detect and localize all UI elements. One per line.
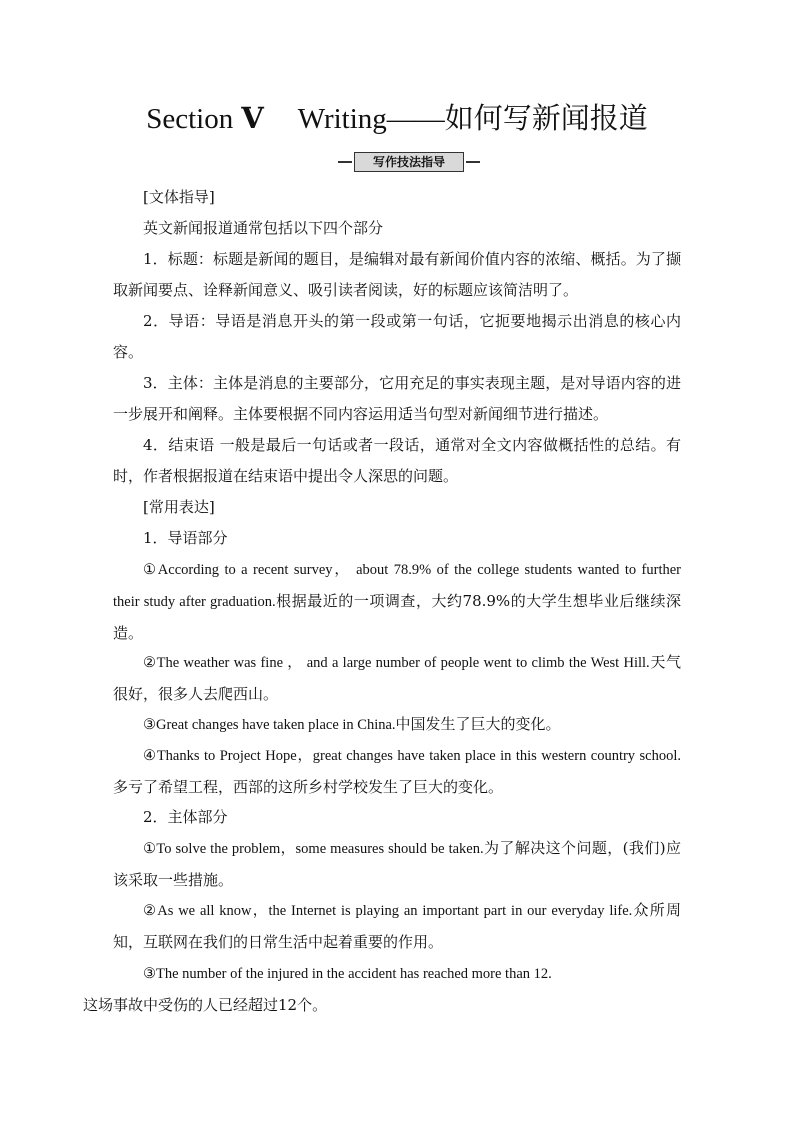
example-chinese: 根据最近的一项调查，大约78.9%的大学生想毕业后继续深造。 — [113, 592, 682, 642]
page-title — [0, 96, 794, 137]
example-english: ③The number of the injured in the accident has reached more than 12. — [143, 966, 552, 982]
example-chinese: 中国发生了巨大的变化。 — [395, 715, 561, 733]
example-english: ②As we all know，the Internet is playing an important part in our everyday life. — [143, 903, 633, 919]
banner-left-rule — [338, 161, 352, 163]
title-section: Section — [146, 103, 234, 135]
title-rest: Writing——如何写新闻报道 — [297, 103, 648, 135]
example-english: ④Thanks to Project Hope，great changes have taken place in this western country school. — [143, 748, 681, 764]
lead-example — [113, 554, 681, 649]
lead-example — [113, 740, 681, 803]
banner-label: 写作技法指导 — [354, 152, 464, 172]
part-title: 1．标题：标题是新闻的题目，是编辑对最有新闻价值内容的浓缩、概括。为了撷取新闻要点、诠释新闻意义、吸引读者阅读，好的标题应该简洁明了。 — [113, 250, 681, 299]
example-english: ②The weather was fine ， and a large number of people went to climb the West Hill. — [143, 655, 650, 671]
body-example — [83, 958, 681, 1021]
genre-heading: [文体指导] — [143, 188, 215, 206]
lead-heading: 1．导语部分 — [143, 529, 228, 547]
example-english: ①To solve the problem，some measures should be taken. — [143, 841, 484, 857]
body-heading: 2．主体部分 — [143, 808, 228, 826]
body-example — [113, 895, 681, 958]
example-chinese: 多亏了希望工程，西部的这所乡村学校发生了巨大的变化。 — [113, 778, 504, 796]
section-banner — [338, 152, 480, 172]
body-example — [113, 833, 681, 896]
example-chinese: 天气很好，很多人去爬西山。 — [113, 653, 681, 703]
lead-example — [113, 709, 681, 741]
part-ending: 4．结束语 一般是最后一句话或者一段话，通常对全文内容做概括性的总结。有时，作者根据报道在结束语中提出令人深思的问题。 — [113, 436, 681, 485]
common-heading: [常用表达] — [143, 498, 215, 516]
example-english: ③Great changes have taken place in China. — [143, 717, 396, 733]
title-roman-numeral: Ⅴ — [241, 103, 264, 135]
part-body: 3．主体：主体是消息的主要部分，它用充足的事实表现主题，是对导语内容的进一步展开和阐释。主体要根据不同内容运用适当句型对新闻细节进行描述。 — [113, 374, 681, 423]
genre-intro: 英文新闻报道通常包括以下四个部分 — [143, 219, 384, 237]
example-chinese: 众所周知，互联网在我们的日常生活中起着重要的作用。 — [113, 901, 681, 951]
example-english: ①According to a recent survey， about 78.9% of the college students wanted to further their study after graduation. — [113, 562, 681, 610]
banner-right-rule — [466, 161, 480, 163]
example-chinese: 这场事故中受伤的人已经超过12个。 — [83, 996, 328, 1014]
example-chinese: 为了解决这个问题，(我们)应该采取一些措施。 — [113, 839, 681, 889]
lead-example — [113, 647, 681, 710]
part-lead: 2．导语：导语是消息开头的第一段或第一句话，它扼要地揭示出消息的核心内容。 — [113, 312, 681, 361]
